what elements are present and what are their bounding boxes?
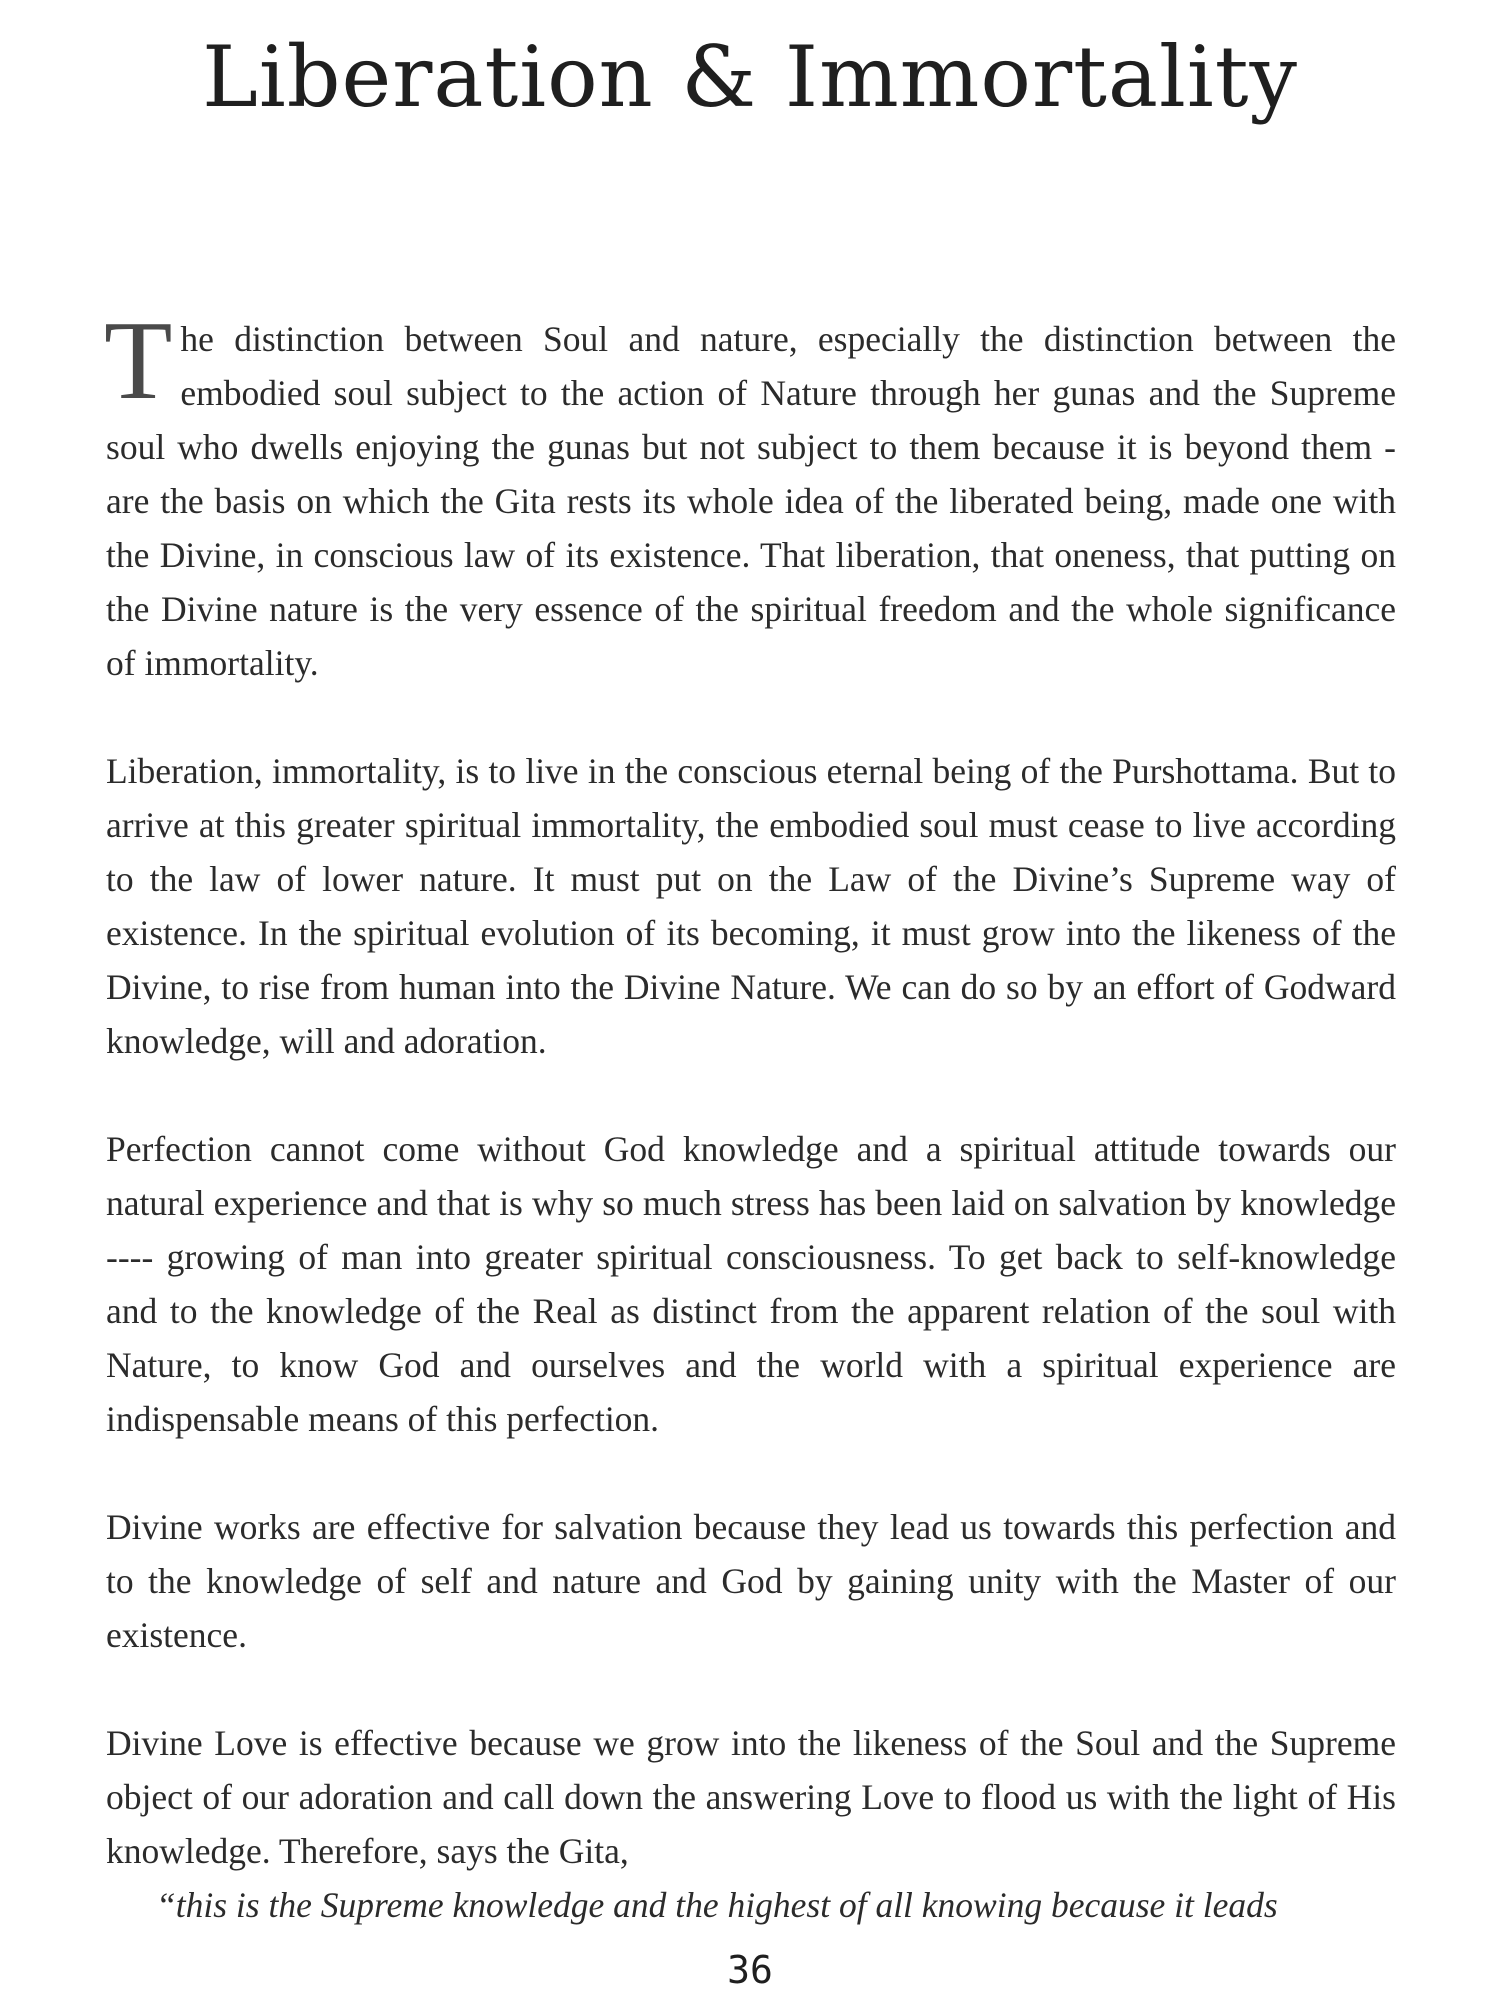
paragraph-4: Divine works are effective for salvation because they lead us towards this perfection and to the knowledge of self and nature and God by gaining unity with the Master of our existence.	[106, 1507, 1396, 1655]
paragraph-2: Liberation, immortality, is to live in the conscious eternal being of the Purshottama. But to arrive at this greater spiritual immortality, the embodied soul must cease to live according to the law of lower nature. It must put on the Law of the Divine’s Supreme way of existence. In the spiritual evolution of its becoming, it must grow into the likeness of the Divine, to rise from human into the Divine Nature. We can do so by an effort of Godward knowledge, will and adoration.	[106, 751, 1396, 1061]
gita-quote: “this is the Supreme knowledge and the highest of all knowing because it leads	[156, 1885, 1278, 1925]
paragraph-1-text: he distinction between Soul and nature, especially the distinction between the embodied soul subject to the action of Nature through her gunas and the Supreme soul who dwells enjoying the gunas but not subject to them because it is beyond them - are the basis on which the Gita rests its whole idea of the liberated being, made one with the Divine, in conscious law of its existence. That liberation, that oneness, that putting on the Divine nature is the very essence of the spiritual freedom and the whole significance of immortality.	[106, 319, 1396, 683]
drop-cap: T	[104, 299, 173, 423]
paragraph-5: Divine Love is effective because we grow into the likeness of the Soul and the Supreme object of our adoration and call down the answering Love to flood us with the light of His knowledge. Therefore, says the Gita,	[106, 1723, 1396, 1871]
page-title: Liberation & Immortality	[202, 28, 1298, 126]
page-number: 36	[727, 1948, 773, 1992]
paragraph-1	[104, 299, 1396, 690]
paragraph-3: Perfection cannot come without God knowledge and a spiritual attitude towards our natural experience and that is why so much stress has been laid on salvation by knowledge ---- growing of man into greater spiritual consciousness. To get back to self-knowledge and to the knowledge of the Real as distinct from the apparent relation of the soul with Nature, to know God and ourselves and the world with a spiritual experience are indispensable means of this perfection.	[106, 1129, 1396, 1439]
body-text	[104, 299, 1396, 1932]
